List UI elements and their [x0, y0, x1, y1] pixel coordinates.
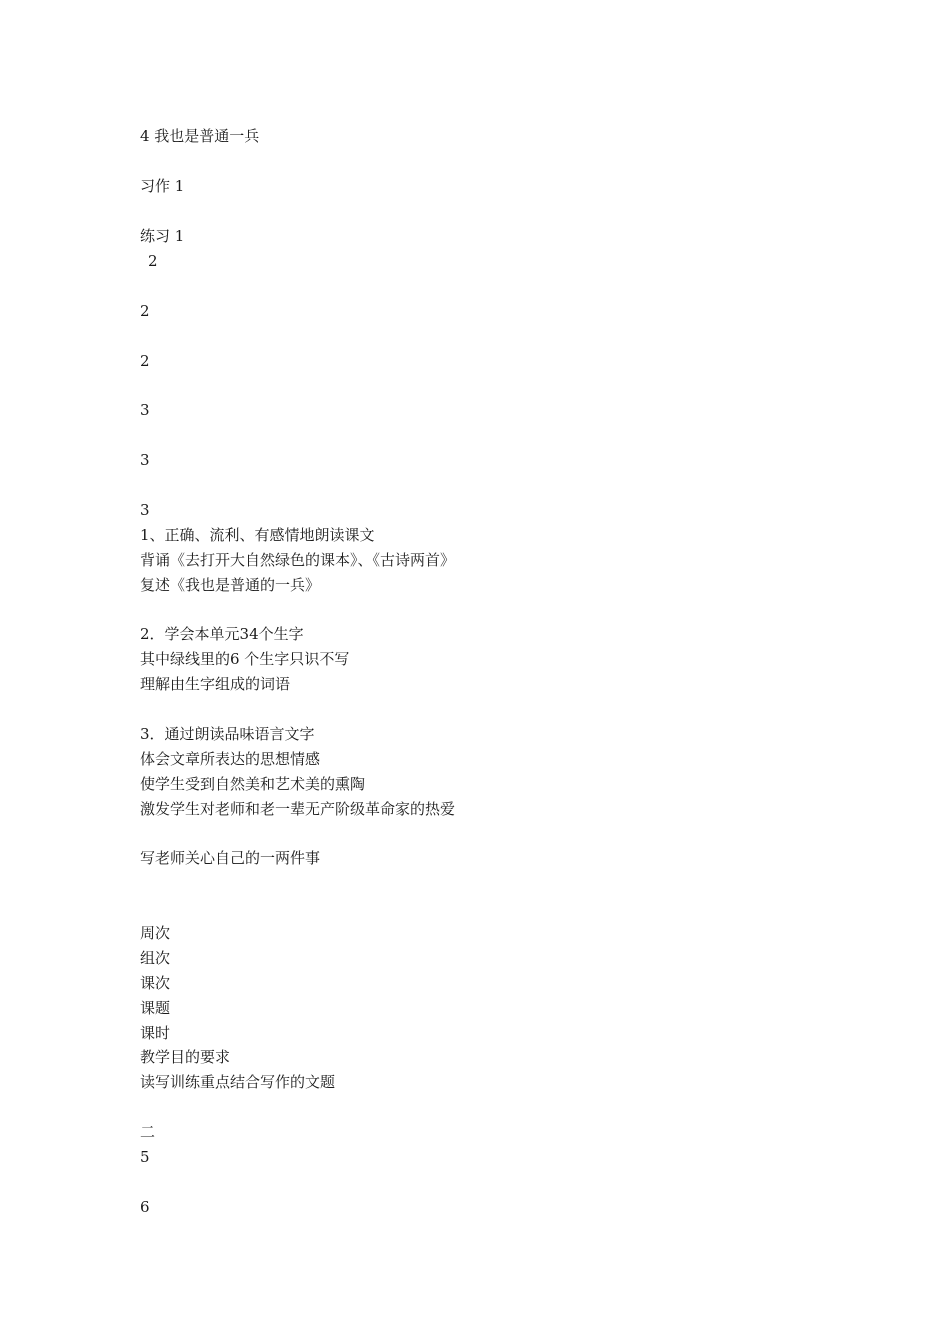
goal-text: 激发学生对老师和老一辈无产阶级革命家的热爱 [140, 800, 456, 818]
period-count: 3 [140, 451, 150, 469]
week-value: 二 [140, 1123, 156, 1141]
table-header: 课时 [140, 1024, 171, 1042]
writing-topic: 写老师关心自己的一两件事 [140, 849, 321, 867]
table-header: 周次 [140, 924, 171, 942]
goal-text: 复述《我也是普通的一兵》 [140, 576, 321, 594]
group-value: 6 [140, 1198, 150, 1216]
period-count: 2 [140, 352, 150, 370]
period-count: 3 [140, 501, 150, 519]
goal-text: 使学生受到自然美和艺术美的熏陶 [140, 775, 366, 793]
group-value: 5 [140, 1148, 150, 1166]
goal-text: 背诵《去打开大自然绿色的课本》、《古诗两首》 [140, 551, 456, 569]
period-count: 2 [148, 252, 158, 270]
table-header: 课题 [140, 999, 171, 1017]
table-header: 组次 [140, 949, 171, 967]
table-header: 课次 [140, 974, 171, 992]
lesson-title: 4 我也是普通一兵 [140, 127, 260, 145]
composition-label: 习作 1 [140, 177, 185, 195]
goal-text: 3．通过朗读品味语言文字 [140, 725, 315, 743]
goal-text: 体会文章所表达的思想情感 [140, 750, 321, 768]
period-count: 2 [140, 302, 150, 320]
goal-text: 其中绿线里的6 个生字只识不写 [140, 650, 350, 668]
goal-text: 理解由生字组成的词语 [140, 675, 291, 693]
period-count: 3 [140, 401, 150, 419]
exercise-label: 练习 1 [140, 227, 185, 245]
goal-text: 2．学会本单元34个生字 [140, 625, 304, 643]
table-header: 教学目的要求 [140, 1048, 231, 1066]
goal-text: 1、正确、流利、有感情地朗读课文 [140, 526, 375, 544]
table-header: 读写训练重点结合写作的文题 [140, 1073, 336, 1091]
